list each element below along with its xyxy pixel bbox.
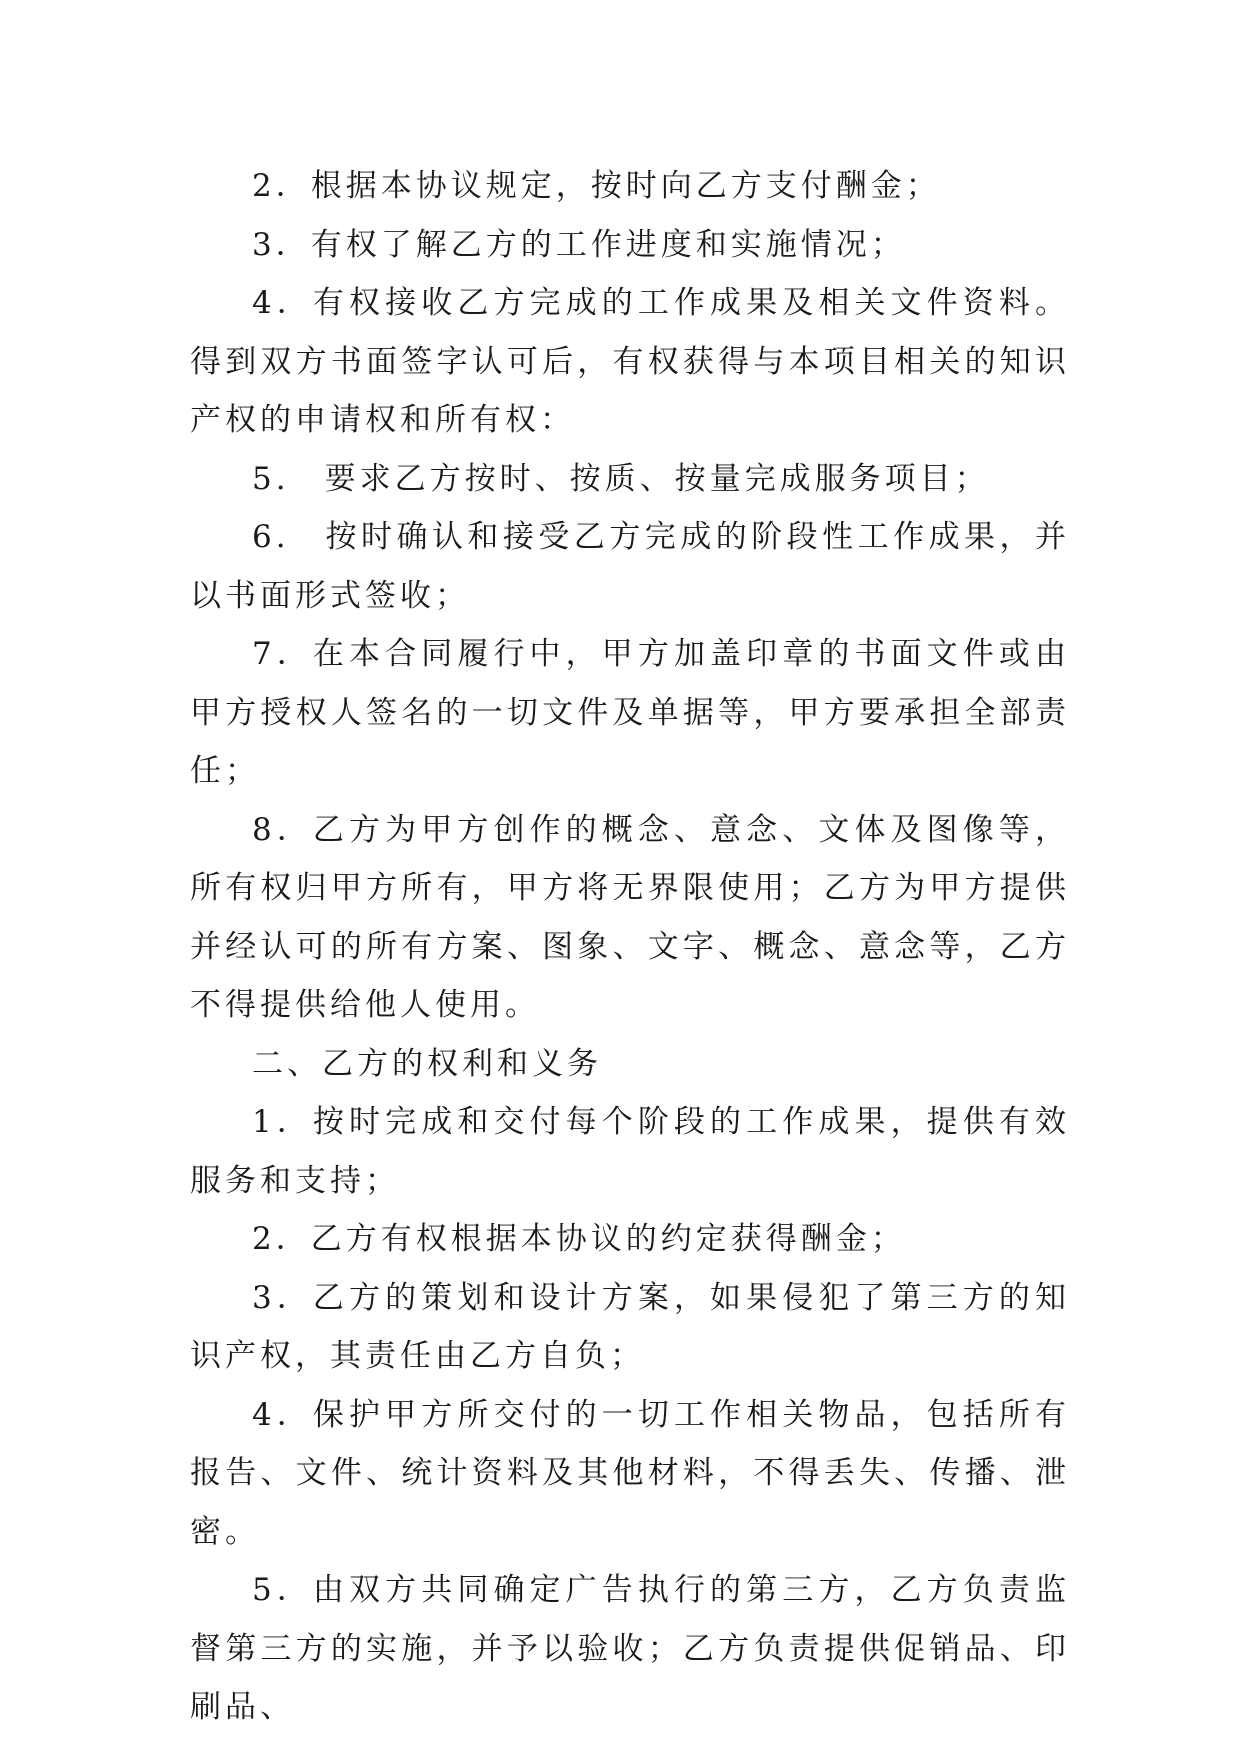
- paragraph: 8．乙方为甲方创作的概念、意念、文体及图像等，所有权归甲方所有，甲方将无界限使用；乙方为甲方提供并经认可的所有方案、图象、文字、概念、意念等，乙方不得提供给他人使用。: [190, 811, 1070, 1023]
- paragraph: 2．根据本协议规定，按时向乙方支付酬金；: [252, 168, 941, 204]
- paragraph: 2．乙方有权根据本协议的约定获得酬金；: [252, 1221, 906, 1257]
- paragraph: 4．保护甲方所交付的一切工作相关物品，包括所有报告、文件、统计资料及其他材料，不得丢失、传播、泄密。: [190, 1396, 1070, 1550]
- paragraph: 3．有权了解乙方的工作进度和实施情况；: [252, 226, 906, 263]
- paragraph: 5. 要求乙方按时、按质、按量完成服务项目；: [252, 460, 990, 497]
- section-heading: 二、乙方的权利和义务: [252, 1045, 602, 1082]
- paragraph: 4．有权接收乙方完成的工作成果及相关文件资料。得到双方书面签字认可后，有权获得与本项目相关的知识产权的申请权和所有权：: [190, 285, 1070, 438]
- document-body: [190, 157, 1070, 1737]
- paragraph: 7．在本合同履行中，甲方加盖印章的书面文件或由甲方授权人签名的一切文件及单据等，甲方要承担全部责任；: [190, 636, 1070, 789]
- paragraph: 3．乙方的策划和设计方案，如果侵犯了第三方的知识产权，其责任由乙方自负；: [190, 1279, 1070, 1374]
- paragraph: 5．由双方共同确定广告执行的第三方，乙方负责监督第三方的实施，并予以验收；乙方负责提供促销品、印刷品、: [190, 1572, 1070, 1725]
- paragraph: 1．按时完成和交付每个阶段的工作成果，提供有效服务和支持；: [190, 1104, 1070, 1199]
- paragraph: 6. 按时确认和接受乙方完成的阶段性工作成果，并以书面形式签收；: [190, 519, 1070, 614]
